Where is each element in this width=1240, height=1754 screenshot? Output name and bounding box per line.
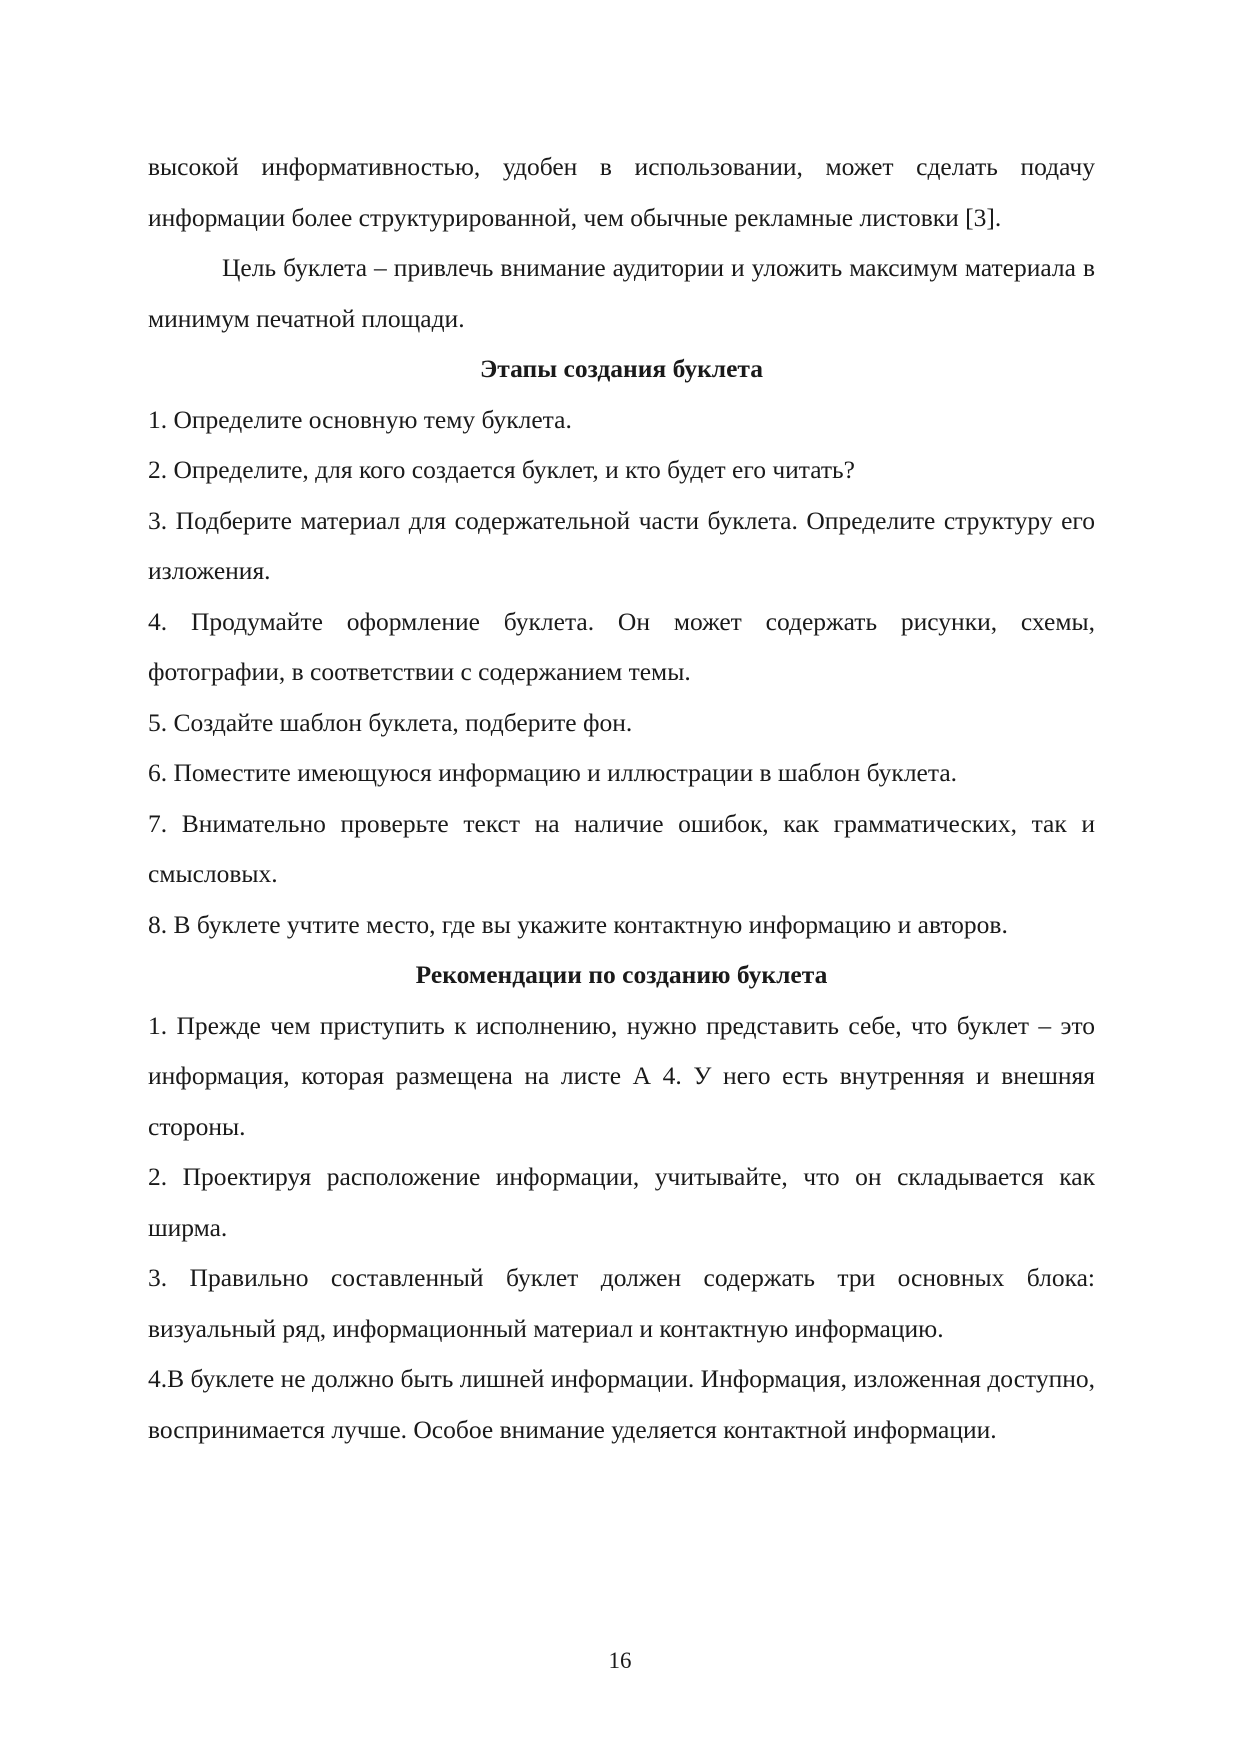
stage-item: 1. Определите основную тему буклета. xyxy=(148,404,572,434)
recommendation-item: 3. Правильно составленный буклет должен содержать три основных блока: визуальный ряд, информационный материал и контактную информацию. xyxy=(148,1263,1095,1343)
stage-item: 6. Поместите имеющуюся информацию и иллюстрации в шаблон буклета. xyxy=(148,758,958,787)
recommendation-item: 4.В буклете не должно быть лишней информации. Информация, изложенная доступно, воспринимается лучше. Особое внимание уделяется контактной информации. xyxy=(148,1364,1095,1444)
recommendations-heading: Рекомендации по созданию буклета xyxy=(415,960,828,989)
stage-item: 7. Внимательно проверьте текст на наличие ошибок, как грамматических, так и смысловых. xyxy=(148,808,1095,888)
recommendation-item: 2. Проектируя расположение информации, учитывайте, что он складывается как ширма. xyxy=(148,1162,1095,1242)
recommendation-item: 1. Прежде чем приступить к исполнению, нужно представить себе, что буклет – это информация, которая размещена на листе А 4. У него есть внутренняя и внешняя стороны. xyxy=(148,1010,1095,1141)
page-number: 16 xyxy=(608,1648,632,1673)
intro-continuation-paragraph: высокой информативностью, удобен в использовании, может сделать подачу информации более структурированной, чем обычные рекламные листовки [3]. xyxy=(148,152,1095,232)
stage-item: 8. В буклете учтите место, где вы укажите контактную информацию и авторов. xyxy=(148,909,1008,939)
booklet-goal-paragraph: Цель буклета – привлечь внимание аудитории и уложить максимум материала в минимум печатной площади. xyxy=(148,253,1095,333)
stage-item: 5. Создайте шаблон буклета, подберите фон. xyxy=(148,707,633,737)
stages-heading: Этапы создания буклета xyxy=(479,354,763,383)
stage-item: 4. Продумайте оформление буклета. Он может содержать рисунки, схемы, фотографии, в соответствии с содержанием темы. xyxy=(148,606,1095,686)
stage-item: 3. Подберите материал для содержательной части буклета. Определите структуру его изложения. xyxy=(148,505,1095,585)
document-body xyxy=(148,142,1095,1455)
stage-item: 2. Определите, для кого создается буклет, и кто будет его читать? xyxy=(148,455,856,484)
